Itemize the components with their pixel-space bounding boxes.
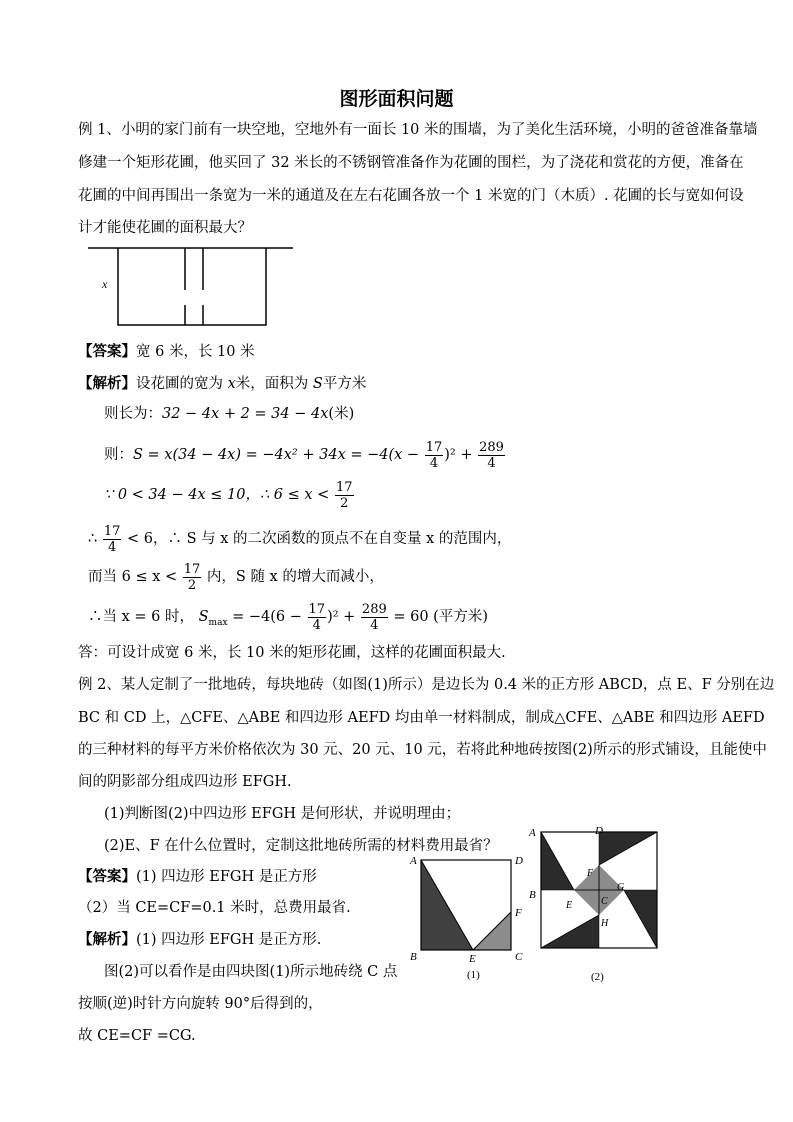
fraction-17-4 (103, 524, 122, 555)
step-unit: (米) (328, 406, 355, 422)
ex1-step-monotone (88, 558, 384, 596)
answer-tag: 【答案】 (78, 868, 136, 885)
ex2-answer-1 (78, 867, 317, 887)
label-e: E (566, 900, 573, 911)
ex1-step-range (104, 476, 355, 514)
ex2-line-3: 的三种材料的每平方米价格依次为 30 元、20 元、10 元，若将此种地砖按图(2)所示的形式铺设，且能使中 (78, 742, 767, 758)
step-expr: S = x(34 − 4x) = −4x² + 34x = −4(x − (133, 447, 420, 463)
ex1-line-2: 修建一个矩形花圃，他买回了 32 米长的不锈钢管准备作为花圃的围栏，为了浇花和赏花的方便，准备在 (78, 155, 744, 171)
ex1-answer (78, 342, 255, 362)
ex2-question-2: (2)E、F 在什么位置时，定制这批地砖所需的材料费用最省？ (104, 838, 498, 854)
answer-text: 宽 6 米，长 10 米 (136, 344, 255, 360)
numerator: 17 (335, 479, 353, 495)
therefore-symbol: ∴ (88, 531, 98, 547)
step-expr: ∴当 x = 6 时， (88, 609, 194, 625)
step-label: 则长为： (104, 406, 162, 422)
ex2-analysis-1 (78, 930, 321, 950)
denominator: 4 (429, 455, 439, 471)
fraction-289-4 (361, 602, 388, 633)
label-f: F (587, 868, 594, 879)
fraction-289-4 (478, 440, 505, 471)
label-a: A (410, 855, 417, 867)
step-expr: )² + (327, 609, 356, 625)
answer-tag: 【答案】 (78, 343, 136, 360)
analysis-tag: 【解析】 (78, 375, 136, 392)
max-subscript: max (208, 617, 228, 628)
ex2-line-2: BC 和 CD 上，△CFE、△ABE 和四边形 AEFD 均由单一材料制成，制成△CFE、△ABE 和四边形 AEFD (78, 710, 765, 726)
step-expr: 而当 6 ≤ x < (88, 569, 178, 585)
fraction-17-4 (308, 602, 327, 633)
numerator: 17 (183, 561, 201, 577)
analysis-intro: 设花圃的宽为 (136, 376, 223, 392)
ex1-conclusion: 答：可设计成宽 6 米，长 10 米的矩形花圃，这样的花圃面积最大. (78, 645, 506, 661)
ex2-answer-2: （2）当 CE=CF=0.1 米时，总费用最省. (78, 900, 351, 916)
ex2-line-4: 间的阴影部分组成四边形 EFGH. (78, 774, 292, 790)
analysis-mid: 米，面积为 (235, 376, 309, 392)
analysis-tag: 【解析】 (78, 931, 136, 948)
ex2-line-1: 例 2、某人定制了一批地砖，每块地砖（如图(1)所示）是边长为 0.4 米的正方形 ABCD，点 E、F 分别在边 (78, 677, 775, 693)
label-b: B (410, 951, 417, 963)
denominator: 2 (340, 495, 349, 511)
label-c: C (515, 951, 523, 963)
tile-figure-2 (525, 822, 665, 992)
answer-text: (1) 四边形 EFGH 是正方形 (136, 869, 317, 885)
ex2-analysis-3: 按顺(逆)时针方向旋转 90°后得到的， (78, 996, 323, 1012)
numerator: 289 (479, 439, 504, 455)
ex2-analysis-4: 故 CE=CF =CG. (78, 1028, 196, 1044)
analysis-text: (1) 四边形 EFGH 是正方形. (136, 932, 322, 948)
label-h: H (601, 918, 609, 929)
fence-outline (118, 248, 266, 325)
step-expr: 内，S 随 x 的增大而减小， (206, 569, 384, 585)
caption-fig-1: (1) (467, 969, 480, 981)
label-f: F (515, 907, 522, 919)
numerator: 17 (103, 523, 121, 539)
label-e: E (469, 953, 476, 965)
label-g: G (617, 882, 625, 893)
s-symbol: S (198, 609, 209, 625)
ex1-line-3: 花圃的中间再围出一条宽为一米的通道及在左右花圃各放一个 1 米宽的门（木质）. 花圃的长与宽如何设 (78, 188, 744, 204)
step-label: 则： (104, 447, 133, 463)
ex2-question-1: (1)判断图(2)中四边形 EFGH 是何形状，并说明理由； (104, 806, 461, 822)
numerator: 17 (425, 439, 443, 455)
fraction-17-2 (183, 562, 202, 593)
numerator: 289 (361, 601, 387, 617)
label-a: A (529, 827, 536, 839)
label-d: D (515, 855, 523, 867)
tile-figure-1 (405, 850, 535, 985)
ex1-step-length (104, 404, 354, 424)
fraction-17-4 (425, 440, 444, 471)
ex1-line-1: 例 1、小明的家门前有一块空地，空地外有一面长 10 米的围墙，为了美化生活环境，小明的爸爸准备靠墙 (78, 122, 758, 138)
ex2-analysis-2: 图(2)可以看作是由四块图(1)所示地砖绕 C 点 (104, 964, 398, 980)
ex1-step-area (104, 436, 506, 474)
denominator: 4 (107, 539, 117, 555)
denominator: 2 (187, 577, 197, 593)
var-x: x (227, 376, 236, 392)
step-expr: 32 − 4x + 2 = 34 − 4x (162, 406, 329, 422)
width-label-x: x (102, 277, 108, 291)
page-title: 图形面积问题 (339, 88, 454, 110)
var-s: S (312, 376, 323, 392)
label-b: B (529, 889, 536, 901)
ex1-analysis (78, 374, 366, 394)
step-tail: )² + (444, 447, 473, 463)
numerator: 17 (308, 601, 326, 617)
garden-figure (88, 240, 298, 332)
step-expr: ∵ 0 < 34 − 4x ≤ 10，∴ 6 ≤ x < (104, 487, 330, 503)
ex1-line-4: 计才能使花圃的面积最大？ (78, 220, 252, 236)
analysis-end: 平方米 (322, 376, 367, 392)
label-c: C (601, 896, 608, 907)
step-expr: < 6，∴ S 与 x 的二次函数的顶点不在自变量 x 的范围内， (127, 531, 512, 547)
denominator: 4 (370, 617, 379, 633)
ex1-step-vertex (88, 520, 511, 558)
label-d: D (595, 825, 603, 837)
step-expr: = −4(6 − (232, 609, 302, 625)
ex1-step-max (88, 598, 488, 642)
step-expr: = 60 (平方米) (393, 609, 488, 625)
fraction-17-2 (335, 480, 354, 511)
denominator: 4 (312, 617, 321, 633)
denominator: 4 (487, 455, 496, 471)
caption-fig-2: (2) (591, 971, 604, 983)
